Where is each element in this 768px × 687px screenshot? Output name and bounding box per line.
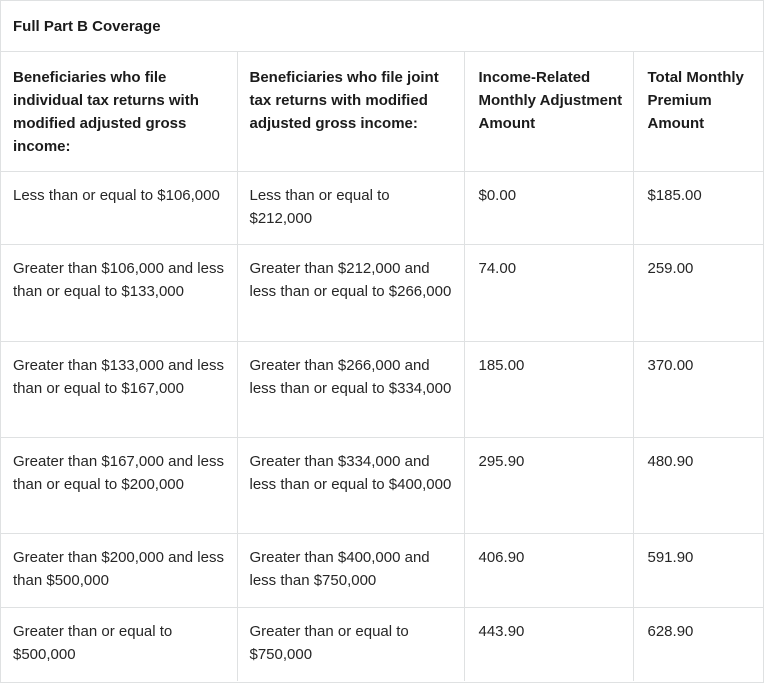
cell-total-premium: 480.90 — [633, 437, 763, 533]
table-row — [1, 244, 763, 341]
cell-adjustment: 74.00 — [464, 244, 633, 341]
table-title: Full Part B Coverage — [1, 1, 763, 52]
cell-individual: Less than or equal to $106,000 — [1, 171, 237, 244]
cell-individual: Greater than $200,000 and less than $500,000 — [1, 533, 237, 607]
cell-total-premium: 259.00 — [633, 244, 763, 341]
cell-joint: Greater than $212,000 and less than or equal to $266,000 — [237, 244, 464, 341]
cell-adjustment: 185.00 — [464, 341, 633, 437]
table-row — [1, 341, 763, 437]
premium-table — [1, 52, 763, 681]
header-row — [1, 52, 763, 171]
cell-total-premium: 370.00 — [633, 341, 763, 437]
header-total-premium: Total Monthly Premium Amount — [633, 52, 763, 171]
cell-individual: Greater than $106,000 and less than or equal to $133,000 — [1, 244, 237, 341]
cell-total-premium: 591.90 — [633, 533, 763, 607]
cell-individual: Greater than $133,000 and less than or equal to $167,000 — [1, 341, 237, 437]
cell-joint: Greater than $400,000 and less than $750,000 — [237, 533, 464, 607]
cell-total-premium: 628.90 — [647, 622, 694, 640]
cell-joint: Less than or equal to $212,000 — [237, 171, 464, 244]
cell-adjustment: 295.90 — [464, 437, 633, 533]
cell-joint: Greater than $334,000 and less than or equal to $400,000 — [237, 437, 464, 533]
cell-adjustment: 443.90 — [464, 607, 633, 681]
cell-individual: Greater than $167,000 and less than or equal to $200,000 — [1, 437, 237, 533]
cell-adjustment: $0.00 — [464, 171, 633, 244]
table-row — [1, 607, 763, 681]
header-individual: Beneficiaries who file individual tax returns with modified adjusted gross income: — [1, 52, 237, 171]
header-adjustment: Income-Related Monthly Adjustment Amount — [464, 52, 633, 171]
header-joint: Beneficiaries who file joint tax returns with modified adjusted gross income: — [237, 52, 464, 171]
table-row — [1, 533, 763, 607]
table-row — [1, 171, 763, 244]
cell-joint: Greater than $266,000 and less than or equal to $334,000 — [237, 341, 464, 437]
cell-total-premium: $185.00 — [633, 171, 763, 244]
cell-adjustment: 406.90 — [464, 533, 633, 607]
cell-individual: Greater than or equal to $500,000 — [1, 607, 237, 681]
cell-joint: Greater than or equal to $750,000 — [237, 607, 464, 681]
table-row — [1, 437, 763, 533]
